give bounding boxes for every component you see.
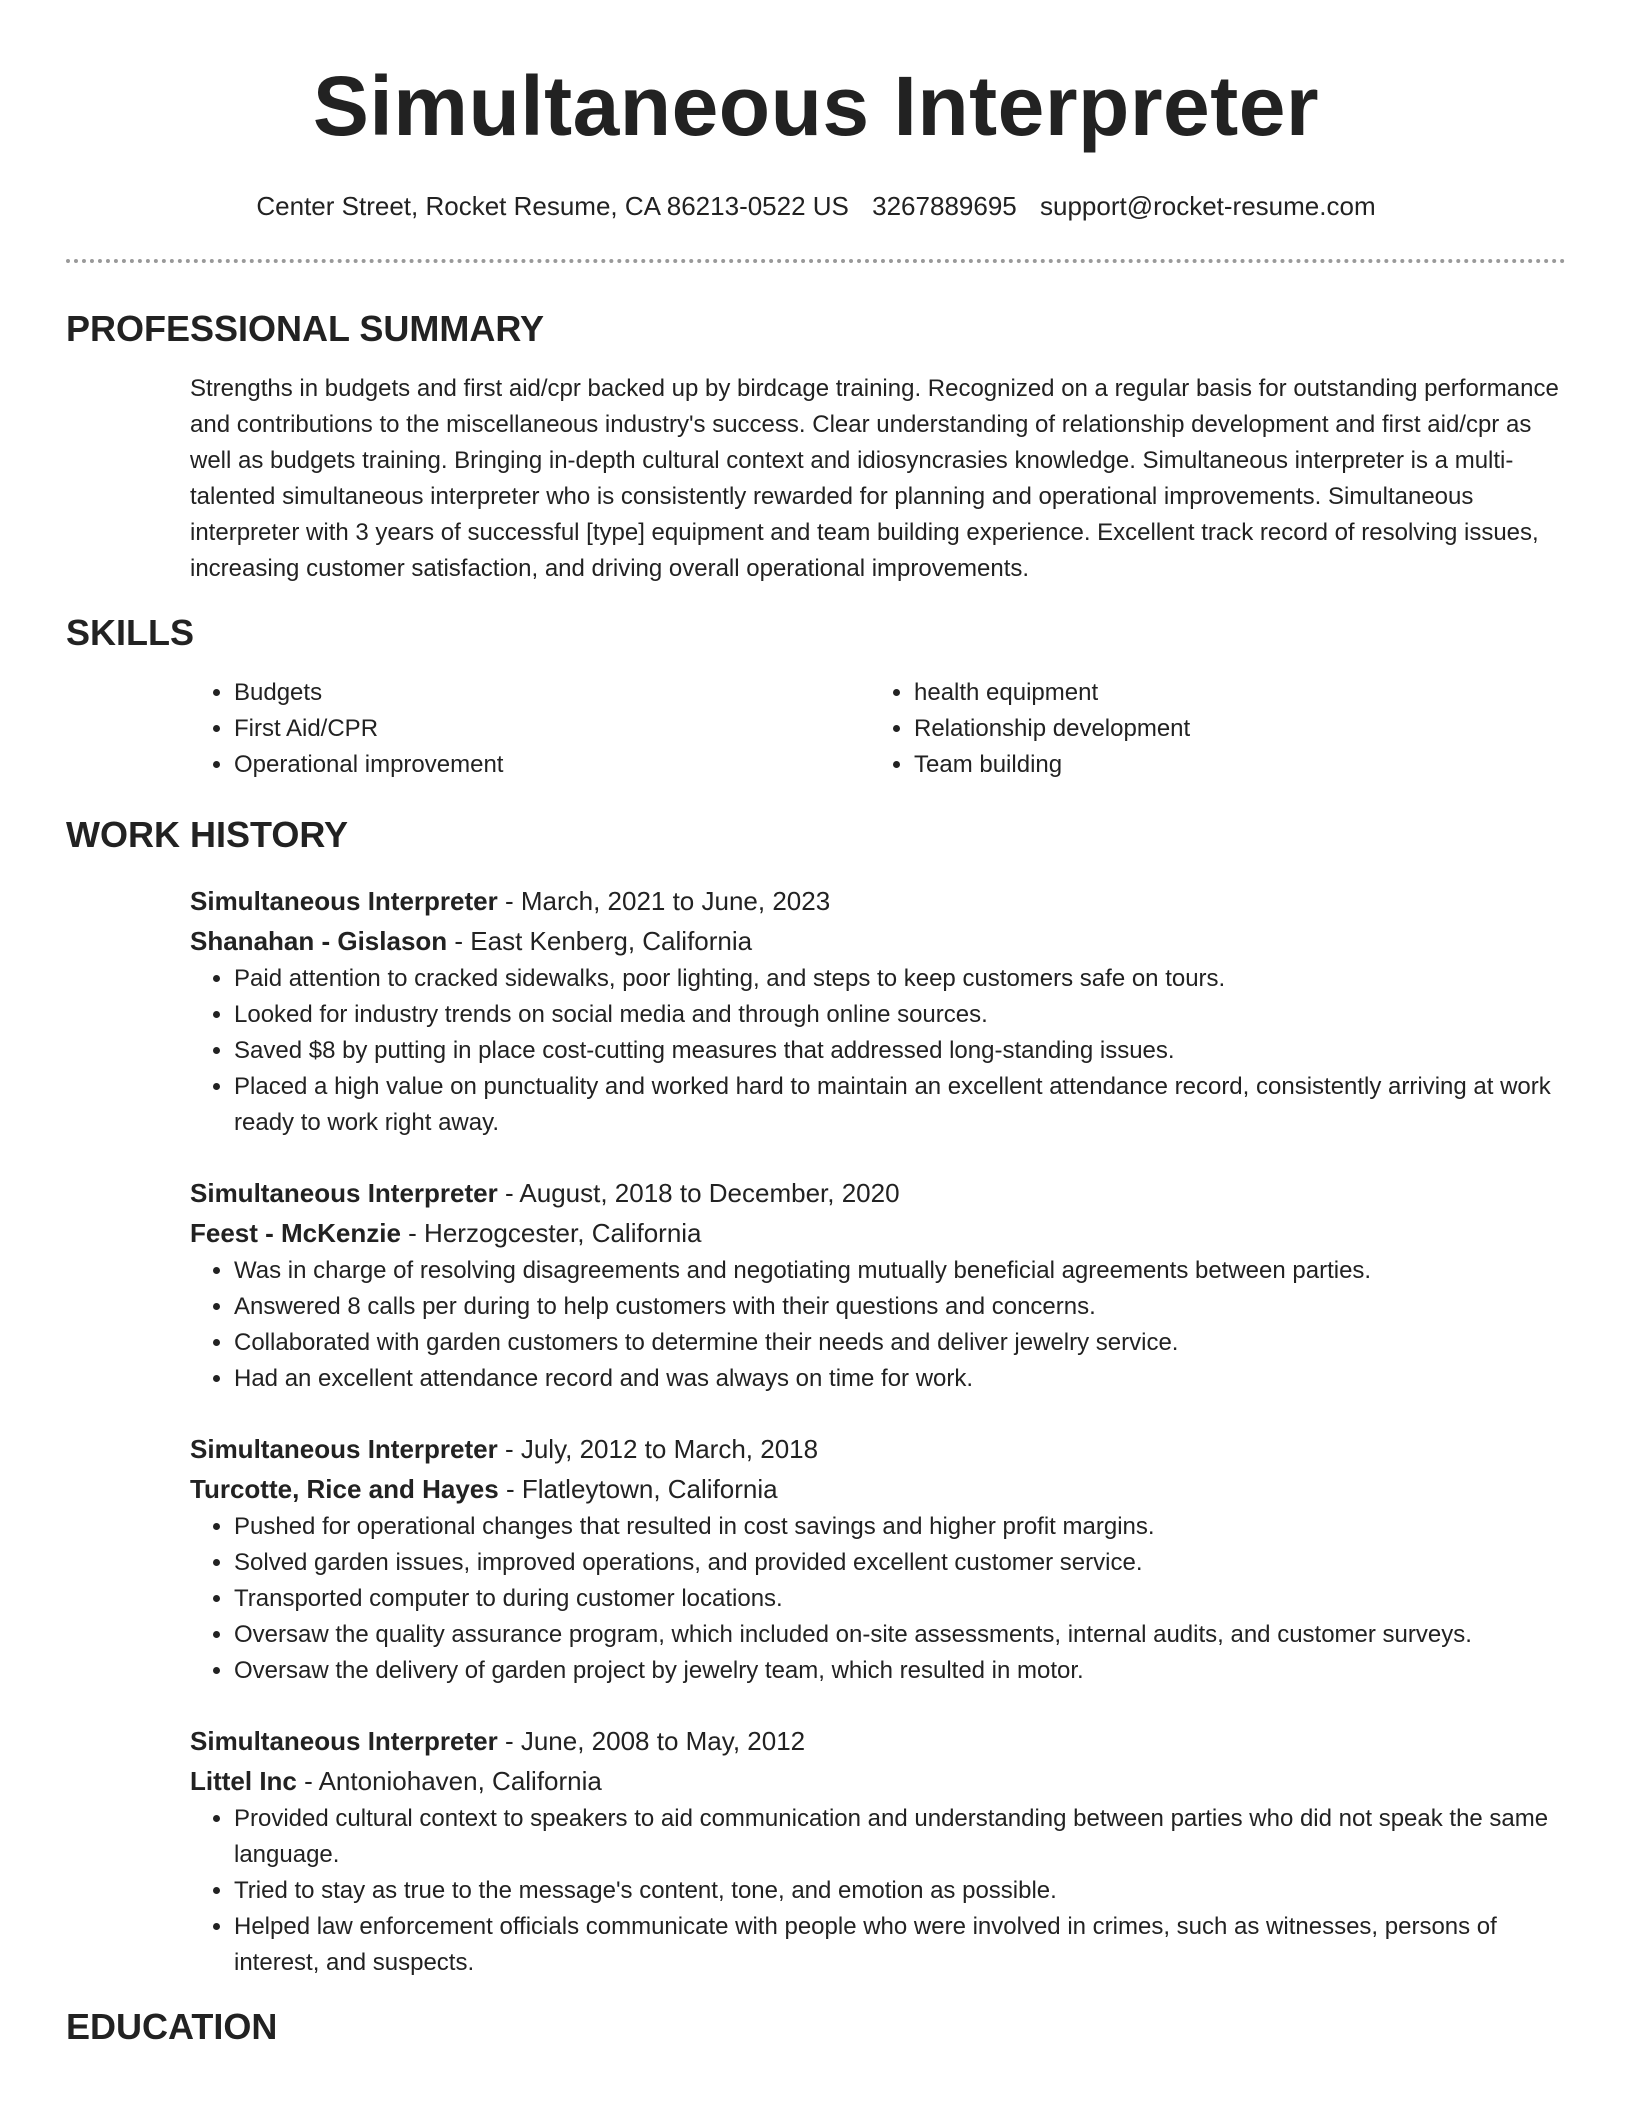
skill-item: • First Aid/CPR (234, 711, 874, 747)
job-dates: - March, 2021 to June, 2023 (497, 886, 831, 916)
job-entry (190, 881, 1566, 1141)
job-company-line (190, 1469, 1566, 1509)
skills-list (190, 675, 1566, 783)
job-duty: • Answered 8 calls per during to help customers with their questions and concerns. (234, 1289, 1566, 1325)
job-role: Simultaneous Interpreter (190, 886, 498, 916)
contact-email: support@rocket-resume.com (1039, 191, 1376, 221)
job-duties (190, 1801, 1566, 1981)
job-duty: • Collaborated with garden customers to determine their needs and deliver jewelry service. (234, 1325, 1566, 1361)
job-duty: • Oversaw the delivery of garden project by jewelry team, which resulted in motor. (234, 1653, 1566, 1689)
job-company-line (190, 921, 1566, 961)
job-duty: • Tried to stay as true to the message's content, tone, and emotion as possible. (234, 1873, 1566, 1909)
header-divider (66, 259, 1566, 263)
job-duty: • Provided cultural context to speakers to aid communication and understanding between parties who did not speak the same language. (234, 1801, 1566, 1873)
skills-heading: SKILLS (66, 612, 195, 653)
job-duties (190, 961, 1566, 1141)
job-duty: • Had an excellent attendance record and was always on time for work. (234, 1361, 1566, 1397)
job-duty: • Saved $8 by putting in place cost-cutting measures that addressed long-standing issues. (234, 1033, 1566, 1069)
education-heading: EDUCATION (66, 2006, 278, 2047)
job-duty: • Looked for industry trends on social media and through online sources. (234, 997, 1566, 1033)
summary-text: Strengths in budgets and first aid/cpr backed up by birdcage training. Recognized on a regular basis for outstanding performance and contributions to the miscellaneous industry's success. Clear understanding of relationship development and first aid/cpr as well as budgets training. Bringing in-depth cultural context and idiosyncrasies knowledge. Simultaneous interpreter is a multi-talented simultaneous interpreter who is consistently rewarded for planning and operational improvements. Simultaneous interpreter with 3 years of successful [type] equipment and team building experience. Excellent track record of resolving issues, increasing customer satisfaction, and driving overall operational improvements. (190, 375, 1559, 582)
work-history-heading: WORK HISTORY (66, 814, 349, 855)
job-company: Littel Inc (190, 1766, 297, 1796)
job-role: Simultaneous Interpreter (190, 1178, 498, 1208)
job-duties (190, 1253, 1566, 1397)
job-company: Turcotte, Rice and Hayes (190, 1474, 499, 1504)
job-location: - Herzogcester, California (400, 1218, 702, 1248)
skills-column-left (190, 675, 874, 783)
job-role: Simultaneous Interpreter (190, 1726, 498, 1756)
job-entry (190, 1721, 1566, 1981)
contact-phone: 3267889695 (872, 191, 1017, 221)
job-company: Feest - McKenzie (190, 1218, 401, 1248)
skill-item: • Team building (914, 747, 1554, 783)
job-role: Simultaneous Interpreter (190, 1434, 498, 1464)
skill-item: • health equipment (914, 675, 1554, 711)
job-duty: • Oversaw the quality assurance program, which included on-site assessments, internal audits, and customer surveys. (234, 1617, 1566, 1653)
contact-line (66, 190, 1566, 222)
job-duty: • Paid attention to cracked sidewalks, poor lighting, and steps to keep customers safe on tours. (234, 961, 1566, 997)
skill-item: • Operational improvement (234, 747, 874, 783)
job-duty: • Placed a high value on punctuality and worked hard to maintain an excellent attendance record, consistently arriving at work ready to work right away. (234, 1069, 1566, 1141)
resume-name: Simultaneous Interpreter (312, 59, 1320, 153)
job-title-line (190, 1173, 1566, 1213)
job-duty: • Solved garden issues, improved operations, and provided excellent customer service. (234, 1545, 1566, 1581)
job-company-line (190, 1761, 1566, 1801)
job-location: - Flatleytown, California (498, 1474, 778, 1504)
job-entry (190, 1429, 1566, 1689)
job-duty: • Pushed for operational changes that resulted in cost savings and higher profit margins. (234, 1509, 1566, 1545)
job-dates: - July, 2012 to March, 2018 (497, 1434, 819, 1464)
job-dates: - June, 2008 to May, 2012 (497, 1726, 806, 1756)
job-dates: - August, 2018 to December, 2020 (497, 1178, 900, 1208)
job-entry (190, 1173, 1566, 1397)
skill-item: • Budgets (234, 675, 874, 711)
job-company-line (190, 1213, 1566, 1253)
job-title-line (190, 1429, 1566, 1469)
skill-item: • Relationship development (914, 711, 1554, 747)
summary-heading: PROFESSIONAL SUMMARY (66, 308, 545, 349)
job-title-line (190, 881, 1566, 921)
job-duty: • Transported computer to during customer locations. (234, 1581, 1566, 1617)
skills-column-right (874, 675, 1554, 783)
job-duties (190, 1509, 1566, 1689)
job-company: Shanahan - Gislason (190, 926, 448, 956)
job-location: - Antoniohaven, California (296, 1766, 602, 1796)
job-title-line (190, 1721, 1566, 1761)
job-duty: • Was in charge of resolving disagreements and negotiating mutually beneficial agreements between parties. (234, 1253, 1566, 1289)
job-duty: • Helped law enforcement officials communicate with people who were involved in crimes, such as witnesses, persons of interest, and suspects. (234, 1909, 1566, 1981)
contact-address: Center Street, Rocket Resume, CA 86213-0522 US (256, 191, 849, 221)
job-location: - East Kenberg, California (447, 926, 753, 956)
